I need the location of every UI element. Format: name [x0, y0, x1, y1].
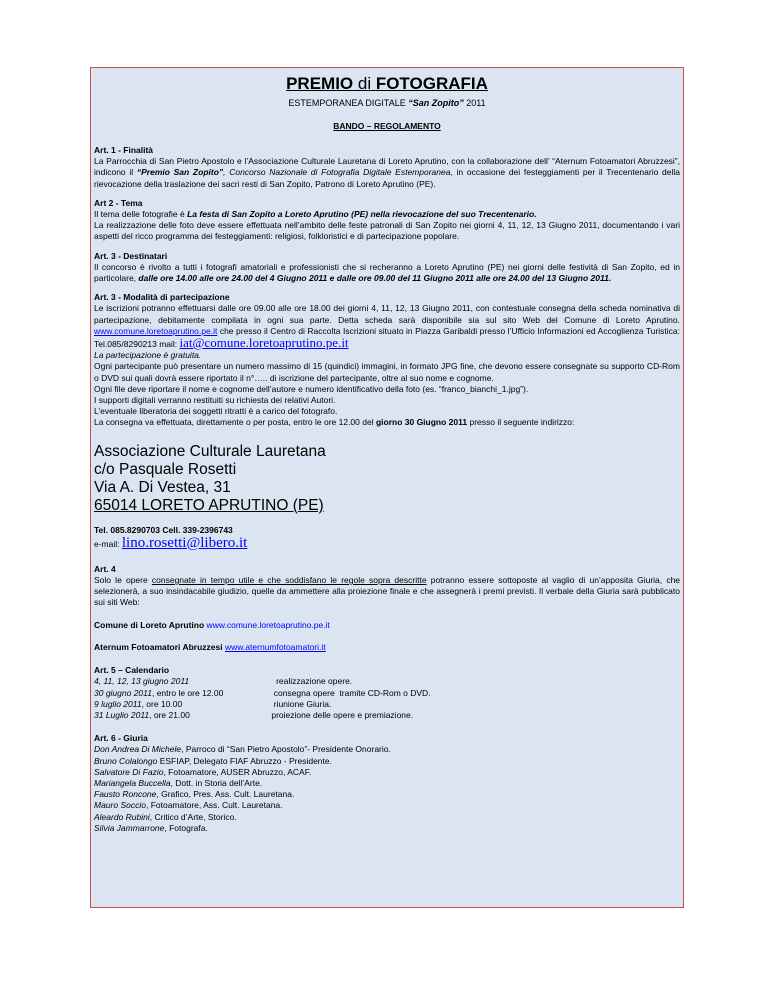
document-frame [90, 67, 684, 908]
jury-member [94, 812, 680, 823]
jury-name: Silvia Jammarrone [94, 822, 165, 833]
art5-heading: Art. 5 – Calendario [94, 665, 170, 676]
art4-heading: Art. 4 [94, 563, 116, 574]
jury-role: , Parroco di “San Pietro Apostolo”- Presidente Onorario. [181, 744, 391, 755]
calendar-date-text: 4, 11, 12, 13 giugno 2011 [94, 676, 190, 687]
art1-heading: Art. 1 - Finalità [94, 145, 154, 155]
art4-conditions: consegnate in tempo utile e che soddisfano le regole sopra descritte [151, 575, 427, 586]
contact-email-link[interactable]: lino.rosetti@libero.it [121, 534, 248, 551]
art3b-text-4: Ogni partecipante può presentare un numero massimo di 15 (quindici) immagini, in formato JPG fine, che devono essere consegnate su supporto CD-Rom o DVD sui quali dovrà essere riportato il n°….. di iscrizione del partecipante, oltre al suo nome e cognome. [94, 361, 680, 383]
jury-member [94, 767, 680, 778]
calendar-desc: proiezione delle opere e premiazione. [269, 709, 414, 720]
calendar-date-text: 9 luglio 2011 [94, 698, 142, 709]
calendar-date [94, 688, 269, 699]
calendar [94, 676, 680, 721]
art4-text-1: Solo le opere [94, 575, 152, 586]
calendar-desc: riunione Giuria. [269, 698, 332, 709]
jury-name: Salvatore Di Fazio [94, 766, 164, 777]
jury-role: , Fotoamatore, AUSER Abruzzo, ACAF. [163, 766, 312, 777]
address-line-1: Associazione Culturale Lauretana [94, 442, 326, 460]
jury-role: , Fotoamatore, Ass. Cult. Lauretana. [145, 800, 283, 811]
art3a-text-1: Il concorso è rivolto a tutti i fotografi amatoriali e professionisti che si recheranno a Loreto Aprutino (PE) nei giorni delle festività di San Zopito, ed in particolare, [94, 261, 680, 284]
document-subtitle [94, 97, 680, 109]
jury-member [94, 789, 680, 800]
jury-role: , Fotografa. [164, 822, 208, 833]
contact-phone: Tel. 085.8290703 Cell. 339-2396743 [94, 524, 233, 535]
subtitle-prefix: ESTEMPORANEA DIGITALE [288, 98, 409, 108]
jury-role: , Grafico, Pres. Ass. Cult. Lauretana. [156, 789, 295, 800]
section-art6 [94, 733, 680, 834]
bando-heading: BANDO – REGOLAMENTO [333, 121, 441, 131]
art3b-deadline: giorno 30 Giugno 2011 [375, 417, 468, 428]
jury-member [94, 756, 680, 767]
title-word-premio: PREMIO [286, 74, 354, 93]
art3b-text-1: Le iscrizioni potranno effettuarsi dalle ore 09.00 alle ore 18.00 dei giorni 4, 11, 12, 13 Giugno 2011, con contestuale consegna della scheda nominativa di partecipazione, debitamente compilata in ogni sua parte. Detta scheda sarà disponibile sia sul sito Web del Comune di Loreto Aprutino. [94, 303, 680, 325]
art3b-free: La partecipazione è gratuita. [94, 350, 202, 361]
delivery-address [94, 443, 680, 515]
art3b-text-8b: presso il seguente indirizzo: [467, 417, 575, 428]
art3b-text-2: che presso il Centro di Raccolta Iscrizioni situato in Piazza Garibaldi presso l’Ufficio Informazioni ed Accoglienza Turistica: Tel.085/8290213 mail: [94, 325, 680, 350]
art6-heading: Art. 6 - Giuria [94, 733, 148, 744]
art2-text-2: La realizzazione delle foto deve essere effettuata nell’ambito delle feste patronali di San Zopito nei giorni 4, 11, 12, 13 Giugno 2011, documentando i vari aspetti del ricco programma dei festeggiamenti: religiosi, folkloristici e di partecipazione popolare. [94, 220, 680, 242]
art3a-heading: Art. 3 - Destinatari [94, 250, 168, 261]
art1-text-2: , in occasione dei festeggiamenti per il Trecentenario della rievocazione della traslazione dei sacri resti di San Zopito, Patrono di Loreto Aprutino (PE). [94, 167, 680, 189]
art4-text-2: potranno essere sottoposte al vaglio di un’apposita Giuria, che selezionerà, a suo insindacabile giudizio, quelle da ammettere alla proiezione finale e che assegnerà i premi previsti. Il verbale della Giuria sarà pubblicato sui siti Web: [94, 575, 681, 608]
art4-site1 [94, 620, 680, 631]
address-line-4: 65014 LORETO APRUTINO (PE) [94, 496, 324, 514]
calendar-date [94, 710, 269, 721]
jury-name: Bruno Colalongo [94, 755, 158, 766]
title-word-di: di [353, 74, 376, 93]
art1-contest-name: , Concorso Nazionale di Fotografia Digitale Estemporanea [223, 167, 451, 178]
art1-text [94, 156, 680, 190]
calendar-date-text: 31 Luglio 2011 [94, 709, 150, 720]
art3b-text-5: Ogni file deve riportare il nome e cognome dell’autore e numero identificativo della foto (es. “franco_bianchi_1.jpg”). [94, 383, 529, 394]
calendar-date-extra: , ore 10.00 [141, 698, 183, 709]
calendar-desc: realizzazione opere. [269, 676, 353, 687]
address-line-3: Via A. Di Vestea, 31 [94, 478, 231, 496]
subtitle-name: “San Zopito” [408, 98, 464, 108]
art3a-text [94, 262, 680, 284]
art1-prize-name: “Premio San Zopito” [136, 167, 224, 178]
calendar-date-extra: , ore 21.00 [149, 709, 190, 720]
address-line-2: c/o Pasquale Rosetti [94, 460, 237, 478]
site2-link[interactable]: www.aternumfotoamatori.it [225, 641, 326, 652]
art3a-dates: dalle ore 14.00 alle ore 24.00 del 4 Giugno 2011 e dalle ore 09.00 del 11 Giugno 2011 alle ore 24.00 del 13 Giugno 2011. [138, 273, 612, 284]
art3b-heading: Art. 3 - Modalità di partecipazione [94, 292, 230, 303]
art2-heading: Art 2 - Tema [94, 197, 143, 208]
art2-theme: La festa di San Zopito a Loreto Aprutino (PE) nella rievocazione del suo Trecentenario. [187, 209, 537, 220]
jury-member [94, 778, 680, 789]
art3b-text-6: I supporti digitali verranno restituiti su richiesta dei relativi Autori. [94, 395, 336, 406]
art3b-text-8 [94, 417, 680, 428]
jury-member [94, 800, 680, 811]
section-art2 [94, 198, 680, 243]
art3b-text-8a: La consegna va effettuata, direttamente o per posta, entro le ore 12.00 del [94, 417, 376, 428]
iat-email-link[interactable]: iat@comune.loretoaprutino.pe.it [179, 335, 349, 351]
jury-role: , Dott. in Storia dell’Arte. [170, 777, 263, 788]
section-art4 [94, 564, 680, 653]
calendar-date [94, 699, 269, 710]
contact-email-label: e-mail: [94, 538, 122, 549]
site1-link[interactable]: www.comune.loretoaprutino.pe.it [204, 619, 330, 630]
contact-info [94, 525, 680, 552]
jury-member [94, 823, 680, 834]
contact-email-row [94, 536, 680, 552]
art3b-text-7: L’eventuale liberatoria dei soggetti ritratti è a carico del fotografo. [94, 406, 338, 417]
section-art5 [94, 665, 680, 721]
site1-label: Comune di Loreto Aprutino [94, 619, 205, 630]
subtitle-year: 2011 [463, 98, 486, 108]
section-art3-modalita [94, 292, 680, 428]
jury-name: Aleardo Rubini [94, 811, 150, 822]
calendar-desc: consegna opere tramite CD-Rom o DVD. [269, 687, 431, 698]
calendar-date-extra: , entro le ore 12.00 [151, 687, 224, 698]
jury-name: Mariangela Buccella [94, 777, 171, 788]
site2-label: Aternum Fotoamatori Abruzzesi [94, 641, 223, 652]
art2-text [94, 209, 680, 220]
jury-name: Don Andrea Di Michele [94, 744, 182, 755]
art4-site2 [94, 642, 680, 653]
title-word-fotografia: FOTOGRAFIA [375, 74, 488, 93]
art2-text-1: Il tema delle fotografie è [94, 209, 188, 220]
jury-role: , Critico d’Arte, Storico. [149, 811, 237, 822]
art4-text [94, 575, 680, 609]
jury-name: Fausto Roncone [94, 789, 157, 800]
jury-name: Mauro Soccio [94, 800, 146, 811]
section-art1 [94, 145, 680, 190]
jury-member [94, 744, 680, 755]
calendar-date-text: 30 giugno 2011 [94, 687, 152, 698]
document-title [94, 74, 680, 94]
jury-role: ESFIAP, Delegato FIAF Abruzzo - Presidente. [157, 755, 332, 766]
art1-text-1: La Parrocchia di San Pietro Apostolo e l’Associazione Culturale Lauretana di Loreto Aprutino, con la collaborazione dell’ “Aternum Fotoamatori Abruzzesi”, indicono il [94, 156, 680, 178]
art3b-text [94, 303, 680, 350]
comune-website-link[interactable]: www.comune.loretoaprutino.pe.it [94, 325, 218, 336]
calendar-date [94, 676, 269, 687]
section-art3-destinatari [94, 251, 680, 285]
